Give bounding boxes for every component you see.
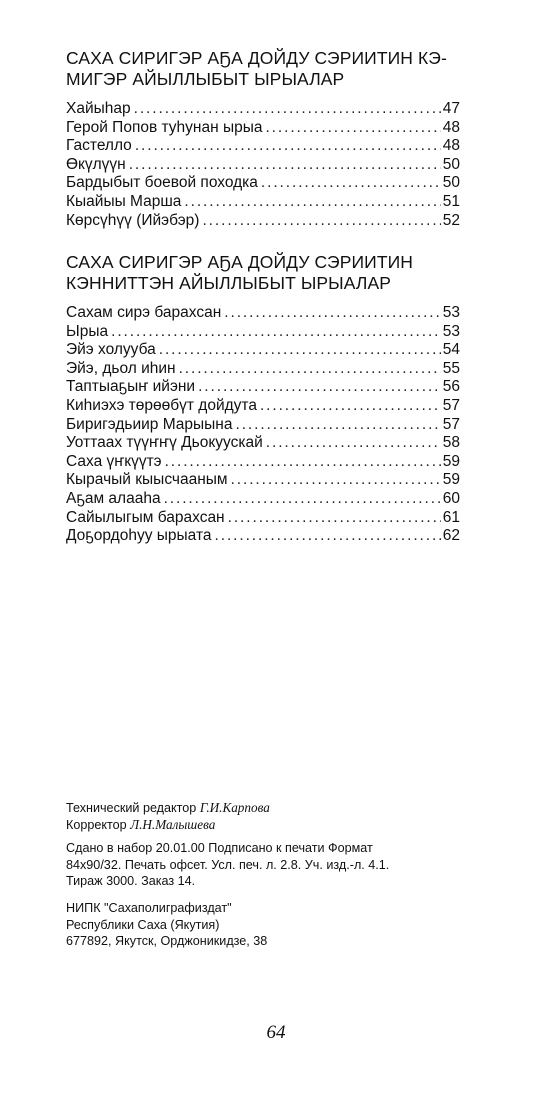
entry-page-number: 47 [442,100,460,117]
section-2-heading-line-2: КЭННИТТЭН АЙЫЛЛЫБЫТ ЫРЫАЛАР [66,273,392,293]
entry-page-number: 57 [442,415,460,433]
dot-leader [184,193,440,211]
dot-leader [202,212,440,230]
section-2-toc-entry [66,360,460,379]
entry-page-number: 57 [442,396,460,414]
tech-editor-label: Технический редактор [66,801,197,815]
tech-editor-name: Г.И.Карпова [199,800,270,815]
dot-leader [129,156,441,174]
entry-title: Өкүлүүн [66,155,126,173]
section-1-heading [66,48,466,90]
imprint-credits [66,800,486,833]
dot-leader [165,453,441,471]
section-1-toc-entry [66,174,460,193]
print-details-line-1: Сдано в набор 20.01.00 Подписано к печати Формат [66,841,373,855]
section-1-toc-entry [66,100,460,119]
entry-title: Таптыаҕыҥ ийэни [66,378,196,396]
corrector-line [66,817,486,834]
entry-title: Бардыбыт боевой походка [66,174,258,192]
entry-page-number: 61 [442,508,460,526]
entry-title: Доҕордоһуу ырыата [66,527,212,545]
tech-editor-line [66,800,486,817]
section-2-contents [66,304,460,546]
entry-title: Ырыа [66,322,109,340]
entry-title: Киһиэхэ төрөөбүт дойдута [66,396,257,414]
publisher-line-1: НИПК "Сахаполиграфиздат" [66,901,232,915]
section-1-toc-entry [66,119,460,138]
section-1-heading-line-1: САХА СИРИГЭР АҔА ДОЙДУ СЭРИИТИН КЭ- [66,48,447,68]
entry-page-number: 59 [442,471,460,489]
entry-title: Хайыһар [66,100,131,117]
entry-page-number: 59 [442,452,460,470]
section-1-toc-entry [66,156,460,175]
print-details-line-3: Тираж 3000. Заказ 14. [66,874,196,888]
section-2-toc-entry [66,453,460,472]
section-2-toc-entry [66,509,460,528]
section-2-toc-entry [66,416,460,435]
dot-leader [231,471,441,489]
section-1-toc-entry [66,212,460,231]
entry-page-number: 53 [442,304,460,321]
section-2-toc-entry [66,490,460,509]
publisher-line-3: 677892, Якутск, Орджоникидзе, 38 [66,934,268,948]
page-number: 64 [266,1022,286,1043]
dot-leader [261,174,441,192]
entry-page-number: 54 [442,341,460,359]
entry-page-number: 62 [442,527,460,545]
section-1-heading-line-2: МИГЭР АЙЫЛЛЫБЫТ ЫРЫАЛАР [66,69,345,89]
section-2-toc-entry [66,304,460,323]
entry-title: Кырачый кыысчааным [66,471,228,489]
dot-leader [164,490,441,508]
dot-leader [134,100,441,118]
entry-page-number: 48 [442,137,460,155]
entry-page-number: 53 [442,322,460,340]
imprint-print-details [66,840,486,890]
section-2-toc-entry [66,471,460,490]
entry-title: Уоттаах түүҥҥү Дьокуускай [66,434,263,452]
section-2-toc-entry [66,434,460,453]
entry-page-number: 56 [442,378,460,396]
entry-page-number: 48 [442,118,460,136]
dot-leader [159,341,441,359]
dot-leader [228,509,441,527]
section-2-toc-entry [66,397,460,416]
entry-title: Көрсүһүү (Ийэбэр) [66,211,200,229]
entry-title: Эйэ холууба [66,341,156,359]
entry-page-number: 58 [442,434,460,452]
dot-leader [179,360,441,378]
publisher-line-2: Республики Саха (Якутия) [66,917,220,932]
entry-title: Эйэ, дьол иһин [66,359,176,377]
entry-title: Герой Попов туһунан ырыа [66,118,263,136]
section-2-heading [66,252,466,294]
entry-page-number: 50 [442,155,460,173]
entry-title: Гастелло [66,137,132,155]
entry-title: Саха үҥкүүтэ [66,452,162,470]
entry-title: Кыайыы Марша [66,192,182,210]
entry-title: Сахам сирэ барахсан [66,304,222,321]
section-2-toc-entry [66,378,460,397]
dot-leader [215,527,441,545]
section-1-contents [66,100,460,230]
corrector-name: Л.Н.Малышева [130,816,216,832]
dot-leader [224,304,440,322]
section-2-toc-entry [66,527,460,546]
dot-leader [198,378,441,396]
dot-leader [235,416,440,434]
dot-leader [260,397,441,415]
section-2-toc-entry [66,341,460,360]
entry-page-number: 55 [442,359,460,377]
entry-page-number: 50 [442,174,460,192]
dot-leader [265,119,440,137]
section-2-toc-entry [66,323,460,342]
dot-leader [266,434,441,452]
corrector-label: Корректор [66,817,127,832]
entry-page-number: 60 [442,489,460,507]
entry-title: Аҕам алааһа [66,489,161,507]
dot-leader [135,137,441,155]
print-details-line-2: 84х90/32. Печать офсет. Усл. печ. л. 2.8. Уч. изд.-л. 4.1. [66,857,390,872]
entry-title: Биригэдьиир Марыына [66,415,233,433]
dot-leader [111,323,441,341]
section-2-heading-line-1: САХА СИРИГЭР АҔА ДОЙДУ СЭРИИТИН [66,252,414,272]
section-1-toc-entry [66,193,460,212]
section-1-toc-entry [66,137,460,156]
imprint-publisher [66,900,486,950]
entry-page-number: 51 [442,192,460,210]
entry-title: Сайылыгым барахсан [66,508,225,526]
entry-page-number: 52 [442,211,460,229]
